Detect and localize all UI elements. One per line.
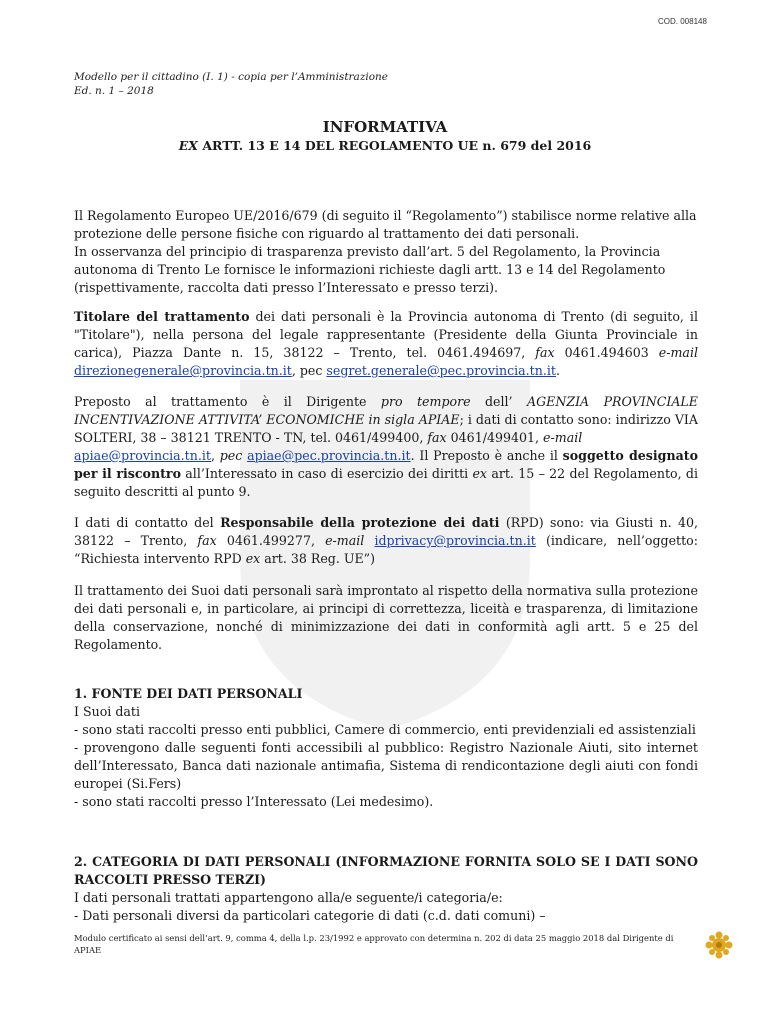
page-subtitle	[0, 138, 770, 153]
titolare-text: dei dati personali è la Provincia autonoma di Trento (di seguito, il "Titolare"), nella persona del legale rappresentante (Presidente della Giunta Provinciale in carica), Piazza Dante n. 15, 38122 – Trento, tel. 0461.494697,	[74, 309, 698, 360]
subtitle-text: ARTT. 13 E 14 DEL REGOLAMENTO UE n. 679 del 2016	[197, 138, 592, 153]
section-1-heading: 1. FONTE DEI DATI PERSONALI	[74, 686, 303, 701]
intro-section	[74, 207, 698, 297]
section-2-line: - Dati personali diversi da particolari categorie di dati (c.d. dati comuni) –	[74, 908, 546, 923]
page-title: INFORMATIVA	[322, 118, 448, 136]
preposto-text: dell’	[470, 394, 527, 409]
list-item: - sono stati raccolti presso l’Interessato (Lei medesimo).	[74, 794, 434, 809]
titolare-text: 0461.494603	[554, 345, 659, 360]
rpd-email-link[interactable]: idprivacy@provincia.tn.it	[374, 533, 536, 548]
pec-label: pec	[219, 448, 243, 463]
fax-label: fax	[427, 430, 447, 445]
subtitle-prefix: EX	[178, 138, 198, 153]
titolare-text: .	[555, 363, 560, 378]
rpd-text: (RPD) sono: via Giusti n. 40, 38122 – Trento,	[74, 515, 698, 548]
ex-label: ex	[472, 466, 488, 481]
model-info	[74, 70, 388, 98]
trattamento-paragraph: Il trattamento dei Suoi dati personali sarà improntato al rispetto della normativa sulla protezione dei dati personali e, in particolare, ai principi di correttezza, liceità e trasparenza, di limitazione della conservazione, nonché di minimizzazione dei dati in conformità agli artt. 5 e 25 del Regolamento.	[74, 583, 698, 652]
pro-tempore: pro tempore	[380, 394, 471, 409]
preposto-bold: soggetto designato per il riscontro	[74, 448, 698, 481]
intro-paragraph: Il Regolamento Europeo UE/2016/679 (di seguito il “Regolamento”) stabilisce norme relative alla protezione delle persone fisiche con riguardo al trattamento dei dati personali.	[74, 208, 697, 241]
preposto-paragraph	[74, 393, 698, 501]
preposto-email-link[interactable]: apiae@provincia.tn.it	[74, 448, 211, 463]
email-label: e-mail	[543, 430, 583, 445]
rpd-text: (indicare, nell’oggetto: “Richiesta intervento RPD	[74, 533, 698, 566]
titolare-label: Titolare del trattamento	[74, 309, 250, 324]
rpd-bold: Responsabile della protezione dei dati	[220, 515, 500, 530]
document-code: COD. 008148	[658, 17, 707, 26]
section-1-intro: I Suoi dati	[74, 704, 140, 719]
email-label: e-mail	[658, 345, 698, 360]
titolare-text: , pec	[291, 363, 327, 378]
titolare-pec-link[interactable]: segret.generale@pec.provincia.tn.it	[326, 363, 556, 378]
section-2-line: I dati personali trattati appartengono alla/e seguente/i categoria/e:	[74, 890, 503, 905]
ex-label: ex	[245, 551, 261, 566]
titolare-email-link[interactable]: direzionegenerale@provincia.tn.it	[74, 363, 292, 378]
preposto-text: 0461/499401,	[446, 430, 544, 445]
rpd-text: I dati di contatto del	[74, 515, 221, 530]
rpd-text: art. 38 Reg. UE”)	[260, 551, 376, 566]
preposto-text: Preposto al trattamento è il Dirigente	[74, 394, 381, 409]
rpd-text: 0461.499277,	[216, 533, 326, 548]
section-1	[74, 685, 698, 811]
edition-line: Ed. n. 1 – 2018	[74, 85, 154, 97]
preposto-text: ,	[210, 448, 220, 463]
section-2	[74, 853, 698, 925]
footer-note: Modulo certificato ai sensi dell’art. 9, comma 4, della l.p. 23/1992 e approvato con determina n. 202 di data 25 maggio 2018 dal Dirigente di APIAE	[74, 933, 674, 955]
certification-seal-icon	[704, 930, 734, 960]
email-label: e-mail	[325, 533, 365, 548]
fax-label: fax	[197, 533, 217, 548]
intro-paragraph: In osservanza del principio di trasparenza previsto dall’art. 5 del Regolamento, la Provincia autonoma di Trento Le fornisce le informazioni richieste dagli artt. 13 e 14 del Regolamento (rispettivamente, raccolta dati presso l’Interessato e presso terzi).	[74, 244, 666, 295]
preposto-text: art. 15 – 22 del Regolamento, di seguito descritti al punto 9.	[74, 466, 698, 499]
preposto-text: all’Interessato in caso di esercizio dei diritti	[180, 466, 473, 481]
preposto-text: ; i dati di contatto sono: indirizzo VIA SOLTERI, 38 – 38121 TRENTO - TN, tel. 0461/499400,	[74, 412, 698, 445]
titolare-paragraph	[74, 308, 698, 380]
agency-name: AGENZIA PROVINCIALE INCENTIVAZIONE ATTIVITA’ ECONOMICHE in sigla APIAE	[74, 394, 698, 427]
list-item: - provengono dalle seguenti fonti accessibili al pubblico: Registro Nazionale Aiuti, sito internet dell’Interessato, Banca dati nazionale antimafia, Sistema di rendicontazione degli aiuti con fondi europei (Si.Fers)	[74, 740, 698, 791]
preposto-pec-link[interactable]: apiae@pec.provincia.tn.it	[247, 448, 411, 463]
rpd-paragraph	[74, 514, 698, 568]
fax-label: fax	[535, 345, 555, 360]
list-item: - sono stati raccolti presso enti pubblici, Camere di commercio, enti previdenziali ed assistenziali	[74, 722, 696, 737]
section-2-heading: 2. CATEGORIA DI DATI PERSONALI (INFORMAZIONE FORNITA SOLO SE I DATI SONO RACCOLTI PRESSO TERZI)	[74, 854, 698, 887]
preposto-text: . Il Preposto è anche il	[410, 448, 563, 463]
model-line: Modello per il cittadino (I. 1) - copia per l’Amministrazione	[74, 71, 389, 83]
